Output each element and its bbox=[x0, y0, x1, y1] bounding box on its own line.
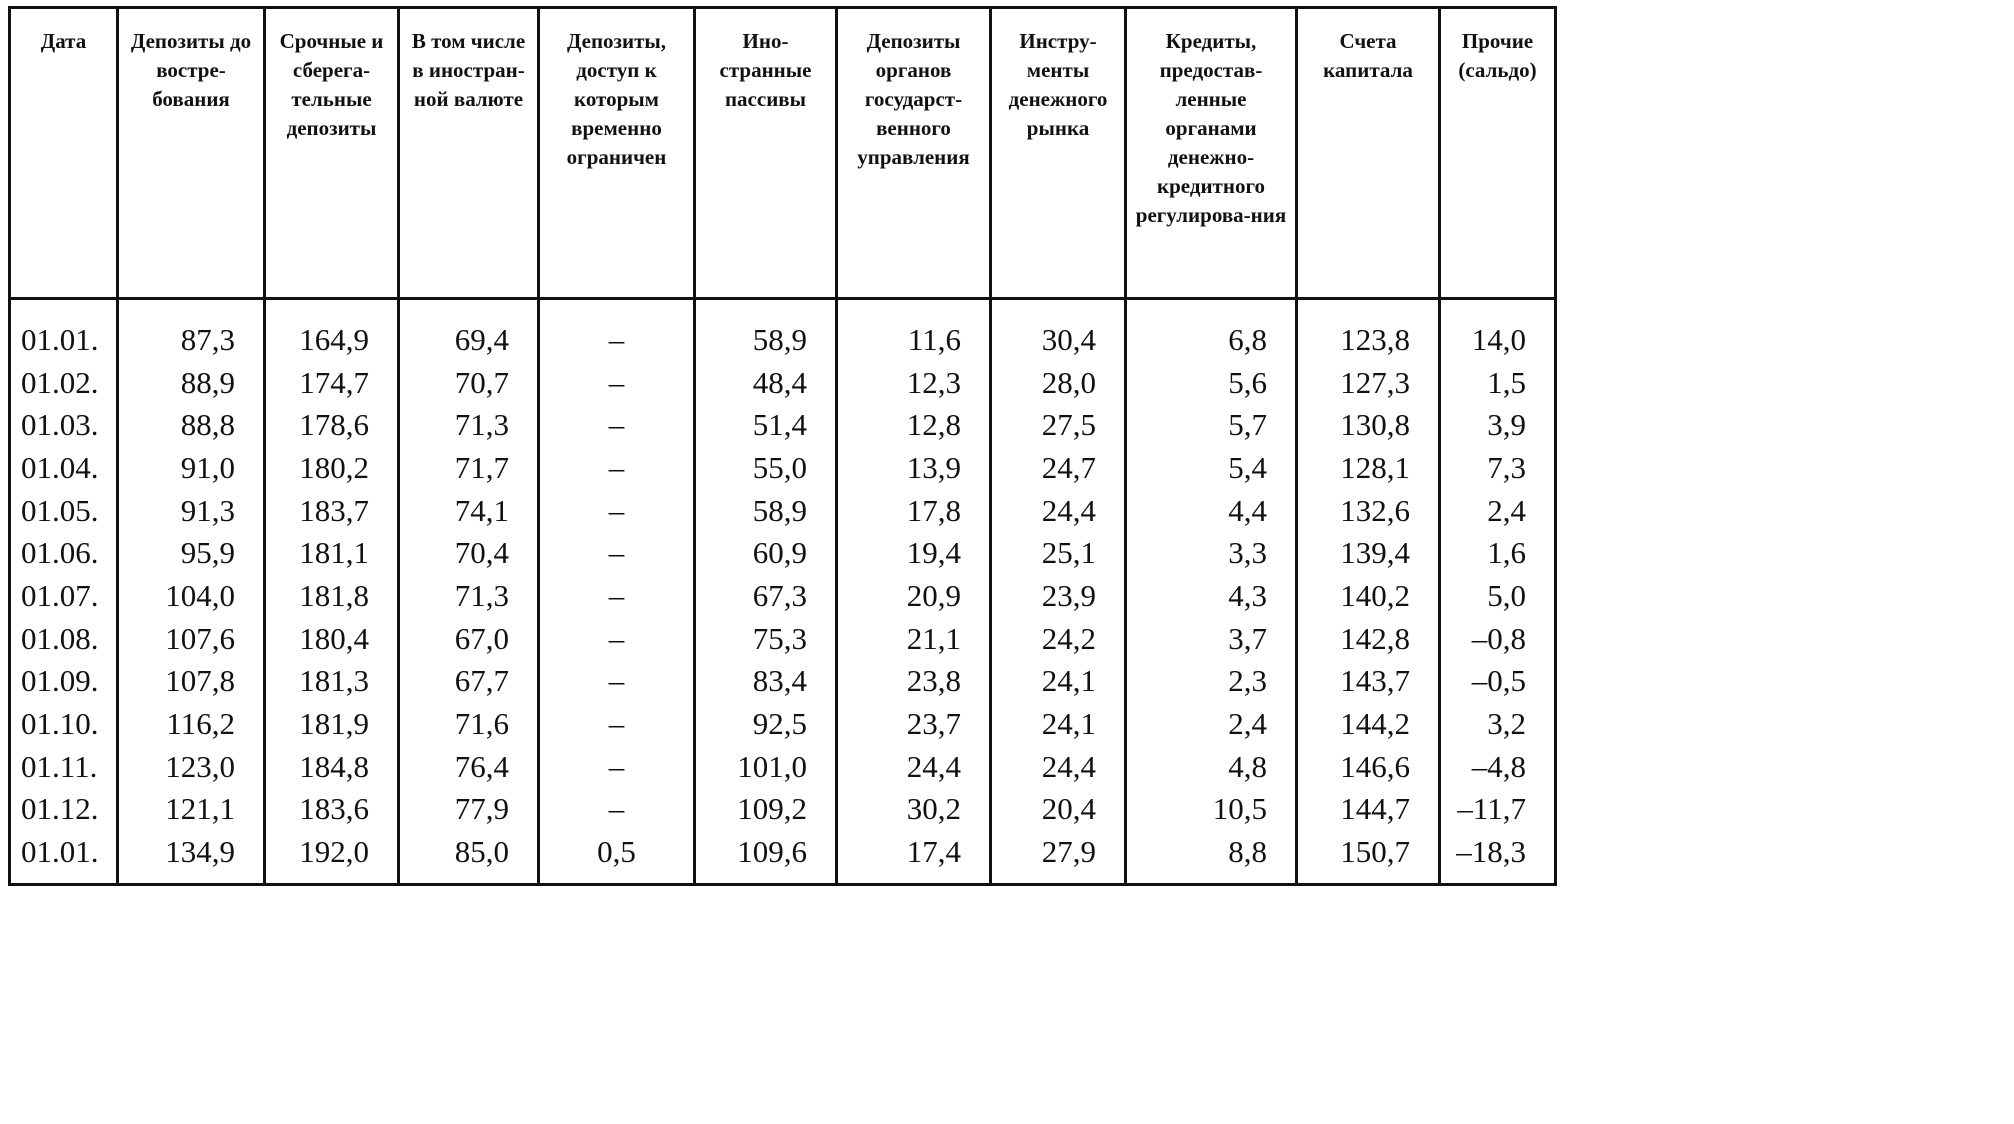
cell-date: 01.06. bbox=[10, 531, 118, 574]
cell-date: 01.05. bbox=[10, 489, 118, 532]
cell-date: 01.12. bbox=[10, 788, 118, 831]
cell-monetary-authority-credit: 4,8 bbox=[1126, 745, 1297, 788]
cell-demand-deposits: 107,8 bbox=[118, 660, 265, 703]
cell-foreign-liabilities: 101,0 bbox=[695, 745, 837, 788]
header-time-savings-deposits: Срочные и сберега-тельные депозиты bbox=[265, 8, 399, 299]
cell-government-deposits: 13,9 bbox=[837, 446, 991, 489]
cell-monetary-authority-credit: 5,7 bbox=[1126, 403, 1297, 446]
cell-government-deposits: 17,8 bbox=[837, 489, 991, 532]
cell-foreign-liabilities: 60,9 bbox=[695, 531, 837, 574]
cell-money-market-instruments: 24,1 bbox=[991, 660, 1126, 703]
cell-time-savings-deposits: 181,9 bbox=[265, 702, 399, 745]
cell-monetary-authority-credit: 3,3 bbox=[1126, 531, 1297, 574]
header-other-balance: Прочие (сальдо) bbox=[1440, 8, 1556, 299]
header-monetary-authority-credit: Кредиты, предостав-ленные органами денежно-кредитного регулирова-ния bbox=[1126, 8, 1297, 299]
cell-restricted-deposits: – bbox=[539, 531, 695, 574]
cell-date: 01.04. bbox=[10, 446, 118, 489]
cell-money-market-instruments: 20,4 bbox=[991, 788, 1126, 831]
cell-other-balance: 3,2 bbox=[1440, 702, 1556, 745]
cell-restricted-deposits: – bbox=[539, 318, 695, 361]
deposits-table bbox=[8, 6, 1557, 886]
cell-restricted-deposits: – bbox=[539, 702, 695, 745]
cell-government-deposits: 17,4 bbox=[837, 830, 991, 873]
table-row bbox=[10, 318, 1556, 361]
cell-date: 01.07. bbox=[10, 574, 118, 617]
cell-monetary-authority-credit: 2,4 bbox=[1126, 702, 1297, 745]
cell-other-balance: –0,5 bbox=[1440, 660, 1556, 703]
cell-time-savings-deposits: 181,3 bbox=[265, 660, 399, 703]
cell-demand-deposits: 88,8 bbox=[118, 403, 265, 446]
cell-foreign-liabilities: 58,9 bbox=[695, 489, 837, 532]
cell-demand-deposits: 95,9 bbox=[118, 531, 265, 574]
cell-money-market-instruments: 23,9 bbox=[991, 574, 1126, 617]
cell-time-savings-deposits: 178,6 bbox=[265, 403, 399, 446]
header-money-market-instruments: Инстру-менты денежного рынка bbox=[991, 8, 1126, 299]
cell-government-deposits: 19,4 bbox=[837, 531, 991, 574]
cell-government-deposits: 23,8 bbox=[837, 660, 991, 703]
cell-government-deposits: 20,9 bbox=[837, 574, 991, 617]
cell-foreign-liabilities: 48,4 bbox=[695, 361, 837, 404]
cell-government-deposits: 21,1 bbox=[837, 617, 991, 660]
table-row bbox=[10, 617, 1556, 660]
cell-time-savings-deposits: 183,6 bbox=[265, 788, 399, 831]
cell-restricted-deposits: – bbox=[539, 446, 695, 489]
cell-foreign-currency: 71,3 bbox=[399, 403, 539, 446]
cell-date: 01.08. bbox=[10, 617, 118, 660]
header-restricted-deposits: Депозиты, доступ к которым временно ограничен bbox=[539, 8, 695, 299]
cell-foreign-liabilities: 67,3 bbox=[695, 574, 837, 617]
cell-money-market-instruments: 25,1 bbox=[991, 531, 1126, 574]
header-date: Дата bbox=[10, 8, 118, 299]
cell-other-balance: –11,7 bbox=[1440, 788, 1556, 831]
cell-foreign-currency: 74,1 bbox=[399, 489, 539, 532]
cell-foreign-liabilities: 55,0 bbox=[695, 446, 837, 489]
cell-date: 01.02. bbox=[10, 361, 118, 404]
cell-government-deposits: 30,2 bbox=[837, 788, 991, 831]
cell-date: 01.01. bbox=[10, 830, 118, 873]
cell-demand-deposits: 104,0 bbox=[118, 574, 265, 617]
table-row bbox=[10, 531, 1556, 574]
table-row bbox=[10, 660, 1556, 703]
cell-foreign-liabilities: 109,2 bbox=[695, 788, 837, 831]
cell-other-balance: 2,4 bbox=[1440, 489, 1556, 532]
cell-foreign-currency: 77,9 bbox=[399, 788, 539, 831]
cell-other-balance: 3,9 bbox=[1440, 403, 1556, 446]
cell-restricted-deposits: – bbox=[539, 788, 695, 831]
cell-time-savings-deposits: 180,4 bbox=[265, 617, 399, 660]
cell-capital-accounts: 130,8 bbox=[1297, 403, 1440, 446]
cell-restricted-deposits: – bbox=[539, 489, 695, 532]
cell-money-market-instruments: 24,2 bbox=[991, 617, 1126, 660]
cell-restricted-deposits: – bbox=[539, 617, 695, 660]
table-row bbox=[10, 446, 1556, 489]
cell-other-balance: 1,5 bbox=[1440, 361, 1556, 404]
cell-money-market-instruments: 24,1 bbox=[991, 702, 1126, 745]
table-row bbox=[10, 702, 1556, 745]
table-header-row bbox=[10, 8, 1556, 299]
cell-other-balance: 7,3 bbox=[1440, 446, 1556, 489]
cell-time-savings-deposits: 164,9 bbox=[265, 318, 399, 361]
cell-restricted-deposits: 0,5 bbox=[539, 830, 695, 873]
cell-time-savings-deposits: 181,1 bbox=[265, 531, 399, 574]
cell-monetary-authority-credit: 6,8 bbox=[1126, 318, 1297, 361]
cell-other-balance: –0,8 bbox=[1440, 617, 1556, 660]
table-row bbox=[10, 788, 1556, 831]
table-row bbox=[10, 489, 1556, 532]
cell-date: 01.11. bbox=[10, 745, 118, 788]
cell-money-market-instruments: 28,0 bbox=[991, 361, 1126, 404]
table-body bbox=[10, 299, 1556, 885]
cell-foreign-currency: 76,4 bbox=[399, 745, 539, 788]
cell-capital-accounts: 150,7 bbox=[1297, 830, 1440, 873]
cell-restricted-deposits: – bbox=[539, 574, 695, 617]
cell-demand-deposits: 88,9 bbox=[118, 361, 265, 404]
cell-money-market-instruments: 27,9 bbox=[991, 830, 1126, 873]
cell-time-savings-deposits: 180,2 bbox=[265, 446, 399, 489]
cell-foreign-currency: 85,0 bbox=[399, 830, 539, 873]
cell-demand-deposits: 134,9 bbox=[118, 830, 265, 873]
cell-money-market-instruments: 27,5 bbox=[991, 403, 1126, 446]
cell-demand-deposits: 123,0 bbox=[118, 745, 265, 788]
cell-capital-accounts: 146,6 bbox=[1297, 745, 1440, 788]
table-row bbox=[10, 403, 1556, 446]
cell-other-balance: –4,8 bbox=[1440, 745, 1556, 788]
cell-foreign-liabilities: 75,3 bbox=[695, 617, 837, 660]
cell-other-balance: –18,3 bbox=[1440, 830, 1556, 873]
cell-foreign-currency: 71,7 bbox=[399, 446, 539, 489]
table-row bbox=[10, 574, 1556, 617]
cell-capital-accounts: 132,6 bbox=[1297, 489, 1440, 532]
cell-foreign-currency: 67,0 bbox=[399, 617, 539, 660]
cell-other-balance: 5,0 bbox=[1440, 574, 1556, 617]
cell-capital-accounts: 144,7 bbox=[1297, 788, 1440, 831]
cell-demand-deposits: 121,1 bbox=[118, 788, 265, 831]
cell-restricted-deposits: – bbox=[539, 361, 695, 404]
cell-date: 01.03. bbox=[10, 403, 118, 446]
cell-government-deposits: 24,4 bbox=[837, 745, 991, 788]
cell-foreign-currency: 69,4 bbox=[399, 318, 539, 361]
cell-time-savings-deposits: 192,0 bbox=[265, 830, 399, 873]
cell-money-market-instruments: 24,7 bbox=[991, 446, 1126, 489]
cell-monetary-authority-credit: 2,3 bbox=[1126, 660, 1297, 703]
cell-demand-deposits: 87,3 bbox=[118, 318, 265, 361]
cell-date: 01.10. bbox=[10, 702, 118, 745]
cell-monetary-authority-credit: 5,6 bbox=[1126, 361, 1297, 404]
cell-capital-accounts: 143,7 bbox=[1297, 660, 1440, 703]
cell-monetary-authority-credit: 8,8 bbox=[1126, 830, 1297, 873]
cell-restricted-deposits: – bbox=[539, 745, 695, 788]
cell-foreign-liabilities: 51,4 bbox=[695, 403, 837, 446]
cell-time-savings-deposits: 174,7 bbox=[265, 361, 399, 404]
cell-monetary-authority-credit: 10,5 bbox=[1126, 788, 1297, 831]
cell-foreign-currency: 71,6 bbox=[399, 702, 539, 745]
cell-demand-deposits: 116,2 bbox=[118, 702, 265, 745]
cell-capital-accounts: 142,8 bbox=[1297, 617, 1440, 660]
header-demand-deposits: Депозиты до востре-бования bbox=[118, 8, 265, 299]
cell-monetary-authority-credit: 4,4 bbox=[1126, 489, 1297, 532]
cell-demand-deposits: 107,6 bbox=[118, 617, 265, 660]
cell-foreign-currency: 71,3 bbox=[399, 574, 539, 617]
cell-time-savings-deposits: 184,8 bbox=[265, 745, 399, 788]
cell-foreign-currency: 70,7 bbox=[399, 361, 539, 404]
cell-capital-accounts: 128,1 bbox=[1297, 446, 1440, 489]
cell-government-deposits: 12,8 bbox=[837, 403, 991, 446]
cell-money-market-instruments: 30,4 bbox=[991, 318, 1126, 361]
table-row bbox=[10, 361, 1556, 404]
cell-other-balance: 1,6 bbox=[1440, 531, 1556, 574]
table-row bbox=[10, 830, 1556, 873]
cell-capital-accounts: 123,8 bbox=[1297, 318, 1440, 361]
cell-monetary-authority-credit: 5,4 bbox=[1126, 446, 1297, 489]
cell-money-market-instruments: 24,4 bbox=[991, 489, 1126, 532]
cell-restricted-deposits: – bbox=[539, 403, 695, 446]
cell-capital-accounts: 127,3 bbox=[1297, 361, 1440, 404]
cell-monetary-authority-credit: 3,7 bbox=[1126, 617, 1297, 660]
header-capital-accounts: Счета капитала bbox=[1297, 8, 1440, 299]
cell-demand-deposits: 91,3 bbox=[118, 489, 265, 532]
cell-demand-deposits: 91,0 bbox=[118, 446, 265, 489]
cell-capital-accounts: 140,2 bbox=[1297, 574, 1440, 617]
cell-foreign-liabilities: 109,6 bbox=[695, 830, 837, 873]
cell-restricted-deposits: – bbox=[539, 660, 695, 703]
cell-other-balance: 14,0 bbox=[1440, 318, 1556, 361]
table-row bbox=[10, 745, 1556, 788]
header-foreign-liabilities: Ино-странные пассивы bbox=[695, 8, 837, 299]
cell-capital-accounts: 139,4 bbox=[1297, 531, 1440, 574]
cell-date: 01.09. bbox=[10, 660, 118, 703]
cell-time-savings-deposits: 183,7 bbox=[265, 489, 399, 532]
cell-date: 01.01. bbox=[10, 318, 118, 361]
header-foreign-currency: В том числе в иностран-ной валюте bbox=[399, 8, 539, 299]
cell-time-savings-deposits: 181,8 bbox=[265, 574, 399, 617]
cell-foreign-liabilities: 92,5 bbox=[695, 702, 837, 745]
cell-monetary-authority-credit: 4,3 bbox=[1126, 574, 1297, 617]
cell-foreign-liabilities: 83,4 bbox=[695, 660, 837, 703]
cell-money-market-instruments: 24,4 bbox=[991, 745, 1126, 788]
cell-government-deposits: 23,7 bbox=[837, 702, 991, 745]
cell-government-deposits: 12,3 bbox=[837, 361, 991, 404]
header-government-deposits: Депозиты органов государст-венного управления bbox=[837, 8, 991, 299]
cell-foreign-currency: 67,7 bbox=[399, 660, 539, 703]
cell-capital-accounts: 144,2 bbox=[1297, 702, 1440, 745]
cell-government-deposits: 11,6 bbox=[837, 318, 991, 361]
cell-foreign-liabilities: 58,9 bbox=[695, 318, 837, 361]
cell-foreign-currency: 70,4 bbox=[399, 531, 539, 574]
